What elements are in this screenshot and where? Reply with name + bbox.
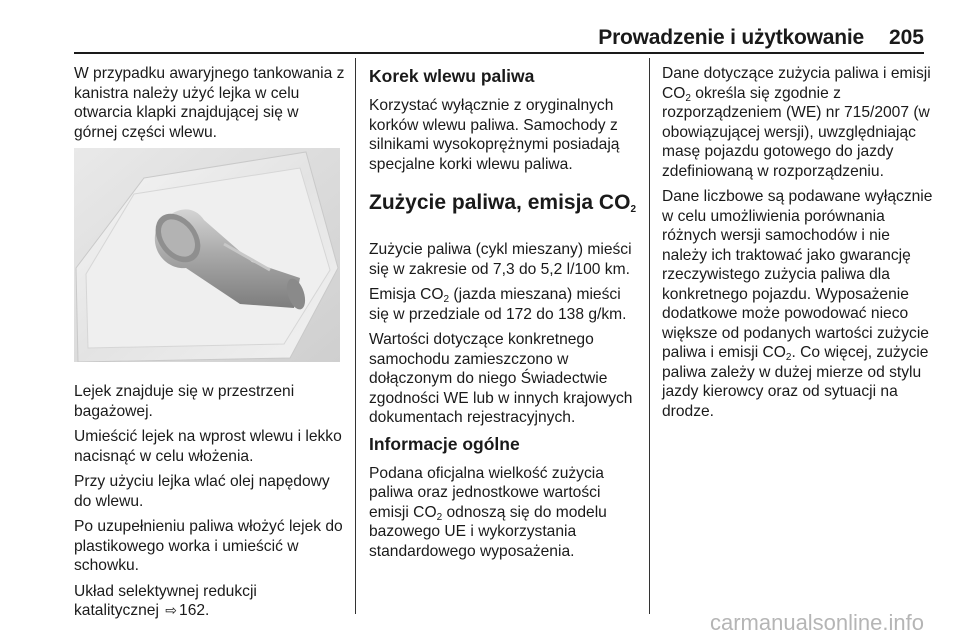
- paragraph-location: Lejek znajduje się w przestrzeni bagażowej.: [74, 383, 295, 420]
- header-divider: [74, 52, 924, 54]
- section-heading-fuel-cap: Korek wlewu paliwa: [369, 66, 535, 86]
- watermark: carmanualsonline.info: [709, 610, 924, 635]
- emission-text-b: (jazda mieszana) mieści się w przedziale od 172 do 138 g/km.: [369, 286, 627, 323]
- paragraph-consumption: Zużycie paliwa (cykl mieszany) mieści się w zakresie od 7,3 do 5,2 l/100 km.: [369, 241, 632, 278]
- paragraph-official-values: [369, 464, 641, 562]
- column-middle: [369, 64, 641, 567]
- official-subscript: 2: [436, 511, 443, 523]
- emission-text-a: Emisja CO: [369, 286, 444, 303]
- section-heading-consumption: [369, 190, 641, 216]
- page-number: 205: [888, 26, 924, 49]
- arrow-ref-icon: ⇨: [165, 602, 178, 618]
- heading-consumption-text: Zużycie paliwa, emisja CO: [369, 191, 631, 214]
- column-divider-1: [355, 58, 356, 614]
- paragraph-scr-reference: [74, 582, 346, 621]
- regulation-text-b: określa się zgodnie z rozporządzeniem (WE) nr 715/2007 (w obowiązującej wersji), uwzględniając masę pojazdu gotowego do jazdy zdefiniowaną w rozporządzeniu.: [662, 84, 930, 180]
- paragraph-insert: Umieścić lejek na wprost wlewu i lekko nacisnąć w celu włożenia.: [74, 428, 342, 465]
- column-left: [74, 64, 346, 627]
- comparison-subscript: 2: [785, 352, 792, 363]
- paragraph-certificate: Wartości dotyczące konkretnego samochodu zamieszczono w dołączonym do niego Świadectwie zgodności WE lub w innych krajowych dokumentach rejestracyjnych.: [369, 331, 633, 426]
- paragraph-emission: [369, 285, 641, 324]
- paragraph-regulation: [662, 64, 934, 181]
- funnel-illustration: [74, 148, 340, 362]
- regulation-text-a: Dane dotyczące zużycia paliwa i emisji CO: [662, 65, 931, 102]
- column-divider-2: [649, 58, 650, 614]
- column-right: [662, 64, 934, 427]
- regulation-subscript: 2: [685, 92, 691, 104]
- funnel-in-bag-image: [74, 148, 340, 362]
- page-header-title: Prowadzenie i użytkowanie: [598, 26, 864, 49]
- scr-page-ref[interactable]: 162.: [179, 602, 210, 619]
- comparison-text-b: . Co więcej, zużycie paliwa zależy w dużej mierze od stylu jazdy kierowcy oraz od sytuacji na drodze.: [662, 344, 929, 420]
- paragraph-pour: Przy użyciu lejka wlać olej napędowy do wlewu.: [74, 473, 330, 510]
- paragraph-store: Po uzupełnieniu paliwa włożyć lejek do plastikowego worka i umieścić w schowku.: [74, 518, 343, 574]
- official-text-b: odnoszą się do modelu bazowego UE i wykorzystania standardowego wyposażenia.: [369, 503, 607, 560]
- emission-subscript: 2: [443, 294, 450, 305]
- scr-text: Układ selektywnej redukcji katalitycznej: [74, 582, 257, 619]
- heading-co2-subscript: 2: [630, 204, 636, 215]
- paragraph-fuel-cap: Korzystać wyłącznie z oryginalnych korków wlewu paliwa. Samochody z silnikami wysokoprężnymi posiadają specjalne korki wlewu paliwa.: [369, 97, 620, 173]
- official-text-a: Podana oficjalna wielkość zużycia paliwa oraz jednostkowe wartości emisji CO: [369, 464, 604, 521]
- comparison-text-a: Dane liczbowe są podawane wyłącznie w celu umożliwienia porównania różnych wersji samochodów i nie należy ich traktować jako gwarancję rzeczywistego zużycia paliwa dla konkretnego pojazdu. Wyposażenie dodatkowe może powodować nieco większe od podanych wartości zużycie paliwa i emisji CO: [662, 188, 933, 361]
- intro-paragraph: W przypadku awaryjnego tankowania z kanistra należy użyć lejka w celu otwarcia klapki znajdującej się w górnej części wlewu.: [74, 65, 345, 141]
- paragraph-comparison: [662, 187, 934, 421]
- section-heading-general-info: Informacje ogólne: [369, 433, 520, 454]
